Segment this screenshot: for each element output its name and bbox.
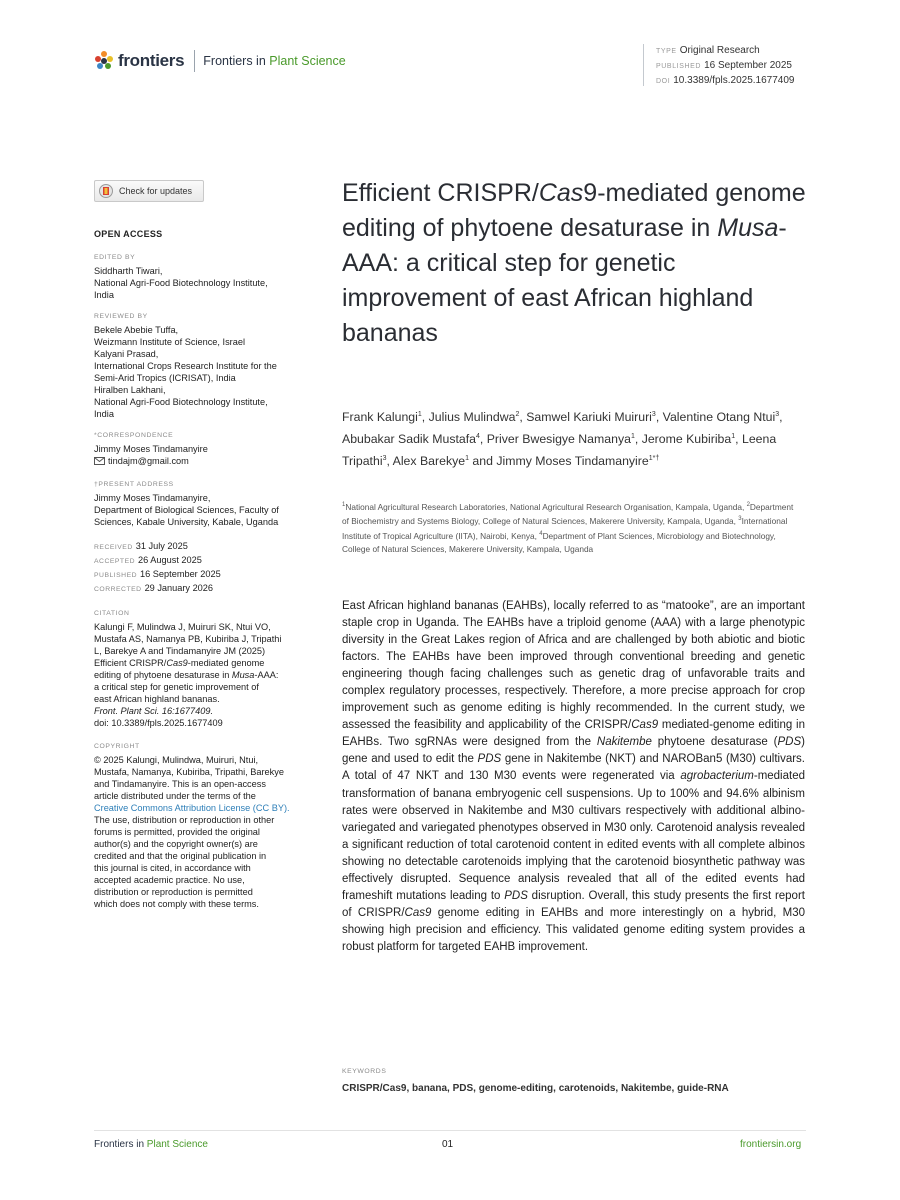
citation-text-italic: Musa: [231, 670, 255, 680]
correspondence-label: *CORRESPONDENCE: [94, 432, 174, 439]
reviewer-line: Kalyani Prasad,: [94, 349, 159, 359]
footer-journal[interactable]: [94, 1139, 208, 1150]
author-sep: ,: [479, 432, 487, 447]
affiliation-list: [342, 499, 802, 555]
abstract-run: disruption. Overall, this study presents the first report of CRISPR/: [342, 889, 805, 919]
corrected-date: [94, 582, 306, 596]
abstract-run: gene in Nakitembe (NKT) and NAROBan5 (M30) cultivars. A total of 47 NKT and 130 M30 events were regenerated via: [342, 753, 805, 783]
citation-line: a critical step for genetic improvement of: [94, 682, 259, 692]
reviewed-by-label: REVIEWED BY: [94, 313, 148, 320]
received-label: RECEIVED: [94, 544, 133, 551]
author[interactable]: [663, 410, 783, 424]
edited-by-label: EDITED BY: [94, 254, 136, 261]
author[interactable]: [342, 410, 429, 424]
footer-divider: [94, 1130, 806, 1131]
affil-text: National Agricultural Research Laboratories, National Agricultural Research Organisation, Kampala, Uganda,: [345, 501, 747, 512]
affil-sup: 2: [746, 502, 750, 508]
author-name[interactable]: Jerome Kubiriba: [641, 432, 732, 447]
abstract-run-italic: PDS: [477, 753, 502, 766]
abstract-run-italic: PDS: [777, 736, 802, 749]
corrected-label: CORRECTED: [94, 586, 142, 593]
affil-text: Department of Plant Sciences, Microbiology and Biotechnology, College of Natural Sciences, Makerere University, Kampala, Uganda: [342, 530, 776, 554]
corrected-value: 29 January 2026: [144, 583, 214, 593]
journal-accent: Plant Science: [269, 54, 346, 68]
copyright-line: credited and that the original publication in: [94, 851, 267, 861]
author-list: [342, 405, 812, 471]
journal-prefix: Frontiers in: [203, 54, 270, 68]
correspondence-section: [94, 430, 306, 467]
author-sep: ,: [735, 432, 742, 447]
author-affil-sup: 1: [731, 433, 736, 441]
abstract-run-italic: agrobacterium: [680, 770, 754, 783]
title-part: 9-mediated genome editing of phytoene desaturase in: [342, 179, 806, 242]
citation-line: [94, 657, 306, 669]
abstract-run: -mediated transformation of banana embryogenic cell suspensions. Up to 100% and 94.6% albinism rates were observed in Nakitembe and M30 cultivars respectively with additional albino-variegated and variegated phenotypes observed in M30 only. Carotenoid analysis revealed a significant reduction of total carotenoid content in edited events with all complete albinos showing no detectable carotenoids implying that the carotenoid biosynthetic pathway was effectively disrupted. Sequence analysis revealed that all of the edited events had frameshift mutations leading to: [342, 770, 805, 902]
affil-text: International Institute of Tropical Agriculture (IITA), Nairobi, Kenya,: [342, 516, 788, 541]
journal-name: [203, 54, 345, 68]
title-part-italic: Musa: [717, 214, 779, 242]
copyright-line: Mustafa, Namanya, Kubiriba, Tripathi, Barekye: [94, 767, 284, 777]
abstract-run: genome editing in EAHBs and more interestingly on a hybrid, M30 showing high precision and efficiency. This validated genome editing system provides a robust platform for targeted EAHB improvement.: [342, 906, 806, 953]
citation-line: [94, 669, 306, 681]
meta-divider: [643, 44, 644, 86]
author-affil-sup: 3: [775, 411, 780, 418]
citation-label: CITATION: [94, 610, 130, 617]
author-sep: ,: [519, 410, 527, 425]
author[interactable]: [526, 410, 662, 424]
author-name[interactable]: Leena Tripathi: [342, 432, 777, 469]
meta-published-label: PUBLISHED: [656, 63, 702, 70]
reviewer-line: Hiralben Lakhani,: [94, 385, 166, 395]
copyright-line: author(s) and the copyright owner(s) are: [94, 839, 258, 849]
footer-journal-accent: Plant Science: [146, 1139, 208, 1150]
check-for-updates-label: Check for updates: [119, 186, 193, 196]
abstract-run: East African highland bananas (EAHBs), locally referred to as “matooke”, are an important staple crop in Uganda. The EAHBs have a triploid genome (AAA) with a large phenotypic diversity in the Great Lakes region of Africa and are challenged by both abiotic and biotic factors. The EAHBs have been improved through conventional breeding and genetic engineering though facing challenges such as genetic drag of unfavorable traits and complex regulatory processes, respectively. Therefore, a more precise approach for crop improvement such as genome editing is highly recommended. In the current study, we assessed the feasibility and applicability of the CRISPR/: [342, 600, 805, 732]
open-access-label: OPEN ACCESS: [94, 229, 163, 239]
author-affil-sup: 1: [630, 433, 635, 441]
author-sep: ,: [386, 454, 393, 469]
author-name[interactable]: Julius Mulindwa: [428, 410, 516, 425]
abstract-run-italic: PDS: [504, 889, 528, 902]
citation-text: Efficient CRISPR/: [94, 658, 167, 668]
logo-divider: [194, 50, 195, 72]
copyright-line: and Tindamanyire. This is an open-access: [94, 779, 266, 789]
brand-name: frontiers: [118, 51, 185, 70]
keywords-label: KEYWORDS: [342, 1068, 387, 1075]
citation-line: Mustafa AS, Namanya PB, Kubiriba J, Tripathi: [94, 634, 282, 644]
reviewer-line: International Crops Research Institute for the: [94, 361, 277, 371]
copyright-section: [94, 741, 306, 910]
published-value: 16 September 2025: [140, 569, 221, 579]
reviewer-line: India: [94, 409, 114, 419]
citation-text-italic: Cas9: [166, 658, 188, 668]
author-affil-sup: 1: [465, 455, 469, 463]
copyright-line: © 2025 Kalungi, Mulindwa, Muiruri, Ntui,: [94, 755, 259, 765]
published-date: [94, 568, 306, 582]
citation-journal: Front. Plant Sci. 16:1677409.: [94, 706, 214, 716]
abstract-run-italic: Nakitembe: [596, 736, 652, 749]
frontiers-logo-icon: [94, 51, 114, 71]
affil-sup: 1: [342, 502, 346, 508]
editor-line: India: [94, 290, 114, 300]
present-address-section: [94, 479, 306, 528]
copyright-label: COPYRIGHT: [94, 743, 140, 750]
abstract-run: phytoene desaturase (: [651, 736, 778, 749]
author[interactable]: [342, 432, 487, 446]
accepted-date: [94, 554, 306, 568]
citation-text: editing of phytoene desaturase in: [94, 670, 232, 680]
accepted-value: 26 August 2025: [138, 555, 202, 565]
address-line: Jimmy Moses Tindamanyire,: [94, 493, 211, 503]
copyright-line: distribution or reproduction is permitted: [94, 887, 253, 897]
author[interactable]: [429, 410, 527, 424]
article-sidebar: [94, 180, 306, 910]
meta-published: [656, 59, 794, 74]
keywords-list: CRISPR/Cas9, banana, PDS, genome-editing, carotenoids, Nakitembe, guide-RNA: [342, 1083, 729, 1094]
author-affil-sup: 1*†: [648, 455, 660, 463]
author-name[interactable]: Samwel Kariuki Muiruri: [526, 410, 652, 425]
copyright-line: The use, distribution or reproduction in other: [94, 815, 275, 825]
title-part: -AAA: a critical step for genetic improvement of east African highland bananas: [342, 214, 787, 347]
footer-site-link[interactable]: frontiersin.org: [740, 1139, 802, 1150]
author[interactable]: [496, 454, 659, 468]
meta-doi[interactable]: [656, 74, 794, 89]
abstract-run-italic: Cas9: [404, 906, 432, 919]
author[interactable]: [642, 432, 742, 446]
correspondence-name: Jimmy Moses Tindamanyire: [94, 444, 208, 454]
article-meta: [656, 44, 794, 89]
author-affil-sup: 2: [515, 411, 520, 418]
reviewer-line: Semi-Arid Tropics (ICRISAT), India: [94, 373, 236, 383]
envelope-icon: [94, 457, 105, 465]
author-sep: and: [468, 454, 497, 469]
author-affil-sup: 3: [382, 455, 387, 463]
address-line: Sciences, Kabale University, Kabale, Uganda: [94, 517, 279, 527]
author-sep: ,: [779, 410, 783, 425]
author-affil-sup: 4: [475, 433, 480, 441]
author-affil-sup: 3: [651, 411, 656, 418]
author-name[interactable]: Alex Barekye: [392, 454, 466, 469]
cc-by-license-link[interactable]: Creative Commons Attribution License (CC BY).: [94, 803, 290, 813]
reviewer-line: National Agri-Food Biotechnology Institute,: [94, 397, 268, 407]
author[interactable]: [487, 432, 642, 446]
article-dates: [94, 540, 306, 596]
crossmark-icon: [99, 184, 113, 198]
footer-journal-prefix: Frontiers in: [94, 1139, 147, 1150]
received-date: [94, 540, 306, 554]
abstract-text: [342, 598, 805, 956]
meta-type-label: TYPE: [656, 48, 677, 55]
affil-sup: 3: [738, 516, 742, 523]
citation-text: -AAA:: [254, 670, 279, 680]
reviewer-line: Bekele Abebie Tuffa,: [94, 325, 179, 335]
citation-doi[interactable]: doi: 10.3389/fpls.2025.1677409: [94, 718, 223, 728]
author-name[interactable]: Priver Bwesigye Namanya: [486, 432, 631, 447]
meta-doi-value[interactable]: 10.3389/fpls.2025.1677409: [673, 75, 795, 86]
abstract-run-italic: Cas9: [631, 719, 659, 732]
author-name[interactable]: Abubakar Sadik Mustafa: [342, 432, 476, 447]
copyright-line: this journal is cited, in accordance with: [94, 863, 251, 873]
author-affil-sup: 1: [417, 411, 422, 418]
citation-line: east African highland bananas.: [94, 694, 220, 704]
affil-text: Department of Biochemistry and Systems Biology, College of Natural Sciences, Makerere University, Kampala, Uganda,: [342, 501, 794, 527]
meta-type: [656, 44, 794, 59]
citation-line: Kalungi F, Mulindwa J, Muiruri SK, Ntui VO,: [94, 622, 271, 632]
affil-sup: 4: [539, 531, 543, 538]
citation-line: L, Barekye A and Tindamanyire JM (2025): [94, 646, 266, 656]
check-for-updates-button[interactable]: [94, 180, 204, 202]
citation-section: [94, 608, 306, 729]
correspondence-email-row[interactable]: [94, 455, 306, 467]
journal-logo[interactable]: [94, 50, 346, 72]
title-part-italic: Cas: [538, 179, 584, 207]
meta-doi-label: DOI: [656, 78, 671, 85]
page-number: 01: [442, 1139, 454, 1150]
author-sep: ,: [421, 410, 429, 425]
copyright-line: accepted academic practice. No use,: [94, 875, 245, 885]
address-line: Department of Biological Sciences, Faculty of: [94, 505, 279, 515]
affiliation: [342, 502, 747, 512]
title-part: Efficient CRISPR/: [342, 179, 539, 207]
author-sep: ,: [655, 410, 663, 425]
received-value: 31 July 2025: [135, 541, 188, 551]
abstract-run: ) gene and used to edit the: [342, 736, 805, 766]
copyright-line: article distributed under the terms of the: [94, 791, 256, 801]
accepted-label: ACCEPTED: [94, 558, 136, 565]
published-label: PUBLISHED: [94, 572, 138, 579]
abstract-run: mediated-genome editing in EAHBs. Two sgRNAs were designed from the: [342, 719, 806, 749]
author-name[interactable]: Frank Kalungi: [342, 410, 418, 425]
edited-by-section: [94, 252, 306, 301]
copyright-line: forums is permitted, provided the original: [94, 827, 260, 837]
author-name[interactable]: Jimmy Moses Tindamanyire: [496, 454, 649, 469]
meta-type-value: Original Research: [679, 45, 760, 56]
author-sep: ,: [634, 432, 642, 447]
present-address-label: †PRESENT ADDRESS: [94, 481, 174, 488]
copyright-line: which does not comply with these terms.: [94, 899, 259, 909]
reviewer-line: Weizmann Institute of Science, Israel: [94, 337, 245, 347]
meta-published-value: 16 September 2025: [704, 60, 792, 71]
reviewed-by-section: [94, 311, 306, 420]
editor-line: National Agri-Food Biotechnology Institute,: [94, 278, 268, 288]
editor-line: Siddharth Tiwari,: [94, 266, 163, 276]
author[interactable]: [393, 454, 497, 468]
author-name[interactable]: Valentine Otang Ntui: [662, 410, 776, 425]
citation-text: -mediated genome: [187, 658, 265, 668]
correspondence-email[interactable]: tindajm@gmail.com: [108, 456, 189, 466]
article-title: [342, 176, 822, 351]
